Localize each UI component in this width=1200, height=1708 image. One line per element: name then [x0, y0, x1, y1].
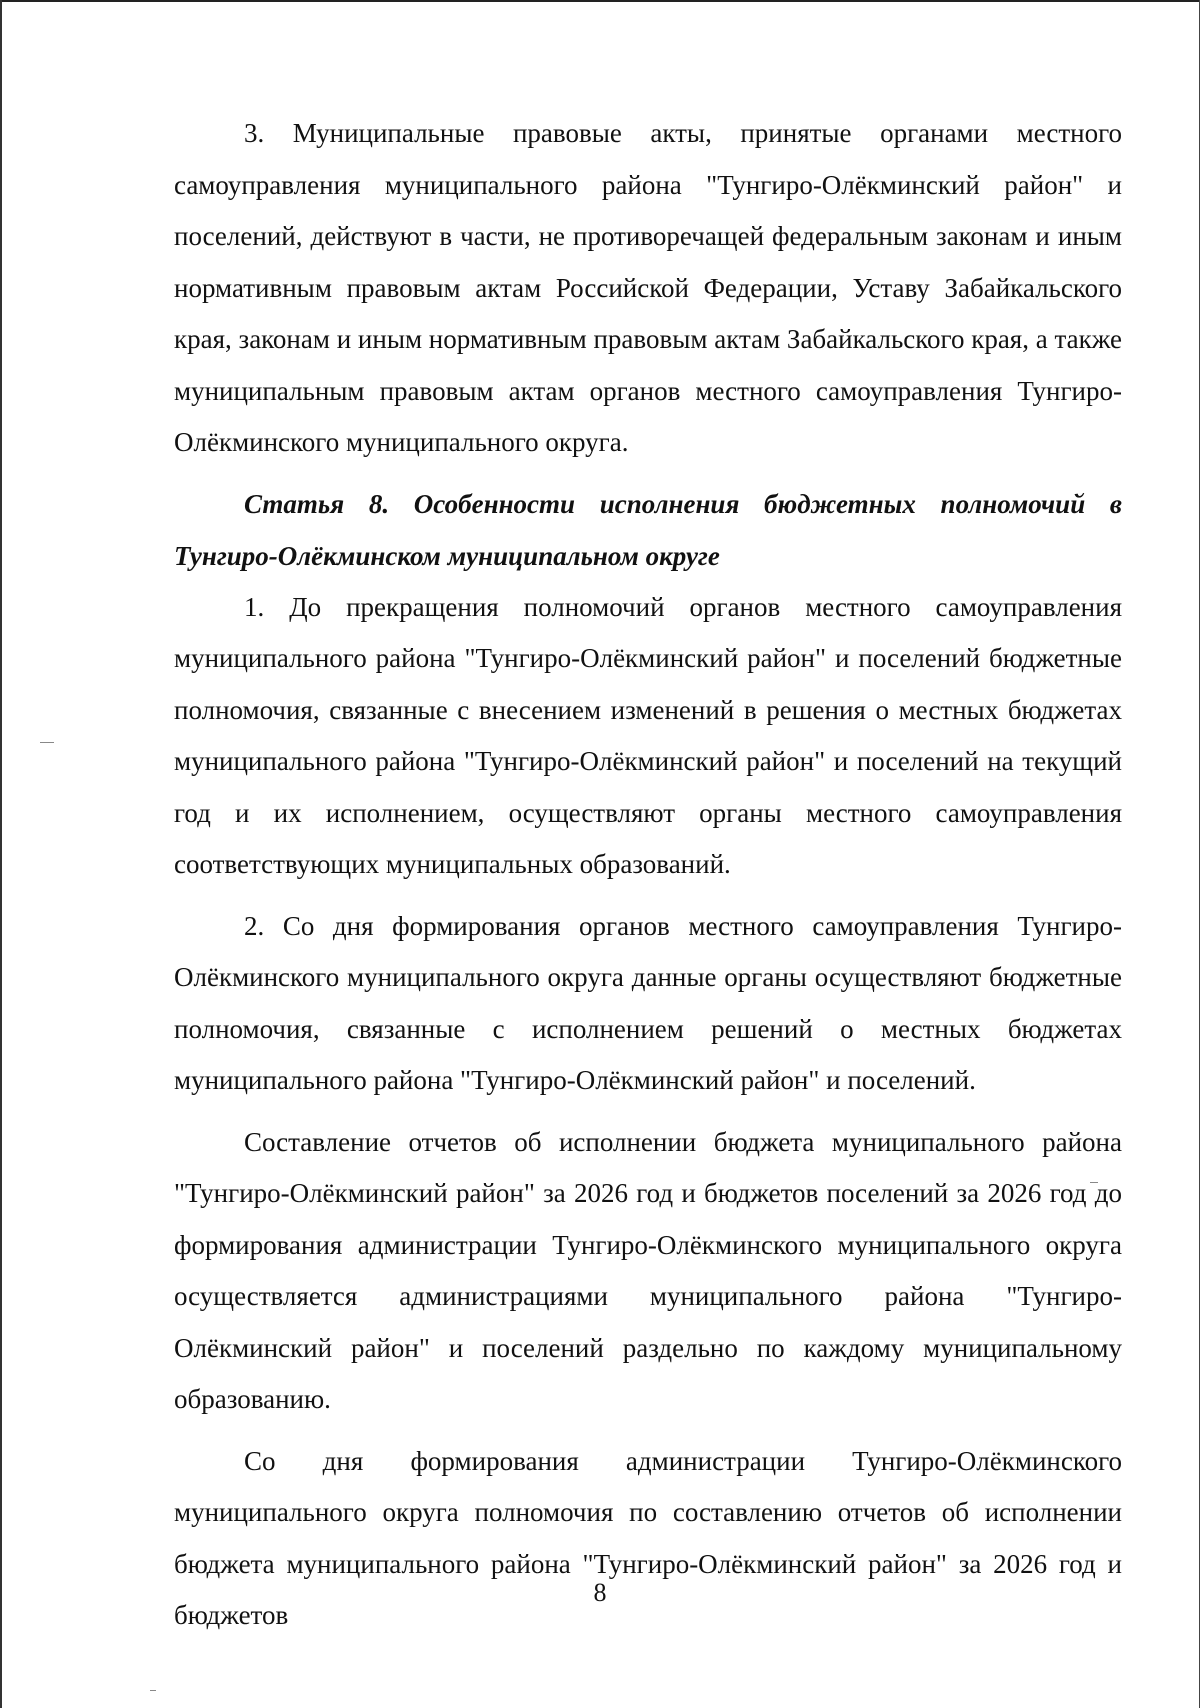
- page-top-edge: [0, 0, 1200, 2]
- page-left-edge: [0, 0, 2, 1708]
- page-number: 8: [593, 1578, 607, 1607]
- article-8-paragraph-4: Со дня формирования администрации Тунгиро-Олёкминского муниципального округа полномочия по составлению отчетов об исполнении бюджета муниципального района "Тунгиро-Олёкминский район" за 2026 год и бюджетов: [174, 1445, 1122, 1630]
- document-body: [174, 108, 1122, 1642]
- article-8-paragraph-2: 2. Со дня формирования органов местного самоуправления Тунгиро-Олёкминского муниципального округа данные органы осуществляют бюджетные полномочия, связанные с исполнением решений о местных бюджетах муниципального района "Тунгиро-Олёкминский район" и поселений.: [174, 910, 1122, 1095]
- article-8-heading: Статья 8. Особенности исполнения бюджетных полномочий в Тунгиро-Олёкминском муниципальном округе: [174, 488, 1122, 571]
- paragraph-3: 3. Муниципальные правовые акты, принятые органами местного самоуправления муниципального района "Тунгиро-Олёкминский район" и поселений, действуют в части, не противоречащей федеральным законам и иным нормативным правовым актам Российской Федерации, Уставу Забайкальского края, законам и иным нормативным правовым актам Забайкальского края, а также муниципальным правовым актам органов местного самоуправления Тунгиро-Олёкминского муниципального округа.: [174, 118, 1122, 457]
- scan-speck: [40, 742, 54, 743]
- article-8-paragraph-3: Составление отчетов об исполнении бюджета муниципального района "Тунгиро-Олёкминский район" за 2026 год и бюджетов поселений за 2026 год до формирования администрации Тунгиро-Олёкминского муниципального округа осуществляется администрациями муниципального района "Тунгиро-Олёкминский район" и поселений раздельно по каждому муниципальному образованию.: [174, 1126, 1122, 1414]
- scan-speck: [150, 1690, 156, 1691]
- article-8-paragraph-1: 1. До прекращения полномочий органов местного самоуправления муниципального района "Тунгиро-Олёкминский район" и поселений бюджетные полномочия, связанные с внесением изменений в решения о местных бюджетах муниципального района "Тунгиро-Олёкминский район" и поселений на текущий год и их исполнением, осуществляют органы местного самоуправления соответствующих муниципальных образований.: [174, 591, 1122, 879]
